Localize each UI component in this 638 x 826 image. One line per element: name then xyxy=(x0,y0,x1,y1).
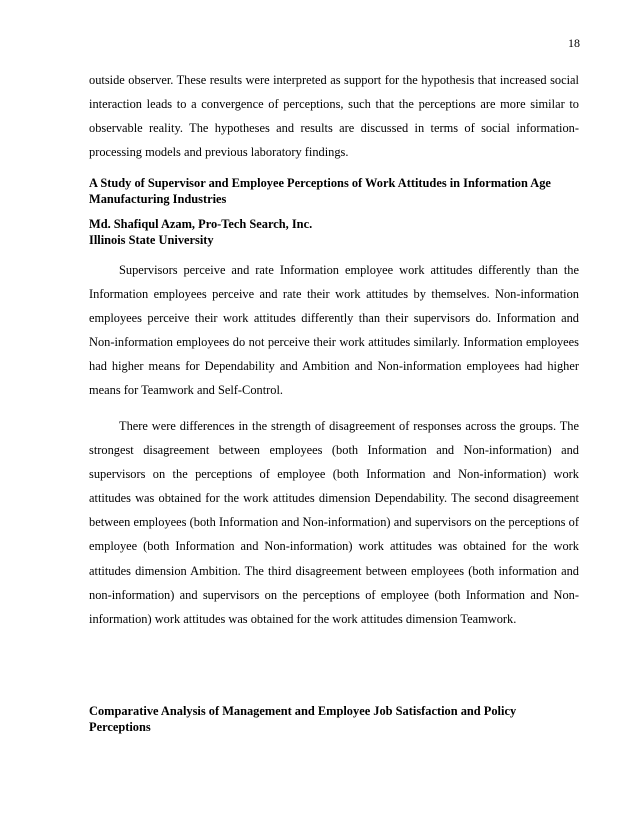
study-title-block xyxy=(89,175,579,207)
continuation-paragraph: outside observer. These results were interpreted as support for the hypothesis that increased social interaction leads to a convergence of perceptions, such that the perceptions are more similar to observable reality. The hypotheses and results are discussed in terms of social information-processing models and previous laboratory findings. xyxy=(89,73,579,160)
study-paragraph-2-block xyxy=(89,414,579,631)
study-title: A Study of Supervisor and Employee Perceptions of Work Attitudes in Information Age Manufacturing Industries xyxy=(89,176,551,206)
page-number: 18 xyxy=(568,36,580,50)
study-author: Md. Shafiqul Azam, Pro-Tech Search, Inc. xyxy=(89,217,313,231)
study-authors-block xyxy=(89,216,579,248)
study-affiliation: Illinois State University xyxy=(89,233,214,247)
study-paragraph-2: There were differences in the strength of disagreement of responses across the groups. The strongest disagreement between employees (both Information and Non-information) and supervisors on the perceptions of employee (both Information and Non-information) work attitudes was obtained for the work attitudes dimension Dependability. The second disagreement between employees (both Information and Non-information) and supervisors on the perceptions of employee (both Information and Non-information) work attitudes was obtained for the work attitudes dimension Ambition. The third disagreement between employees (both information and non-information) and supervisors on the perceptions of employee (both Information and Non-information) work attitudes was obtained for the work attitudes dimension Teamwork. xyxy=(89,419,579,626)
study-paragraph-1-block xyxy=(89,258,579,403)
next-study-title-block xyxy=(89,703,579,735)
next-study-title: Comparative Analysis of Management and Employee Job Satisfaction and Policy Perceptions xyxy=(89,704,517,734)
previous-abstract-continuation xyxy=(89,68,579,164)
study-paragraph-1: Supervisors perceive and rate Information employee work attitudes differently than the Information employees perceive and rate their work attitudes by themselves. Non-information employees perceive their work attitudes differently than their supervisors do. Information and Non-information employees do not perceive their work attitudes similarly. Information employees had higher means for Dependability and Ambition and Non-information employees had higher means for Teamwork and Self-Control. xyxy=(89,263,579,398)
